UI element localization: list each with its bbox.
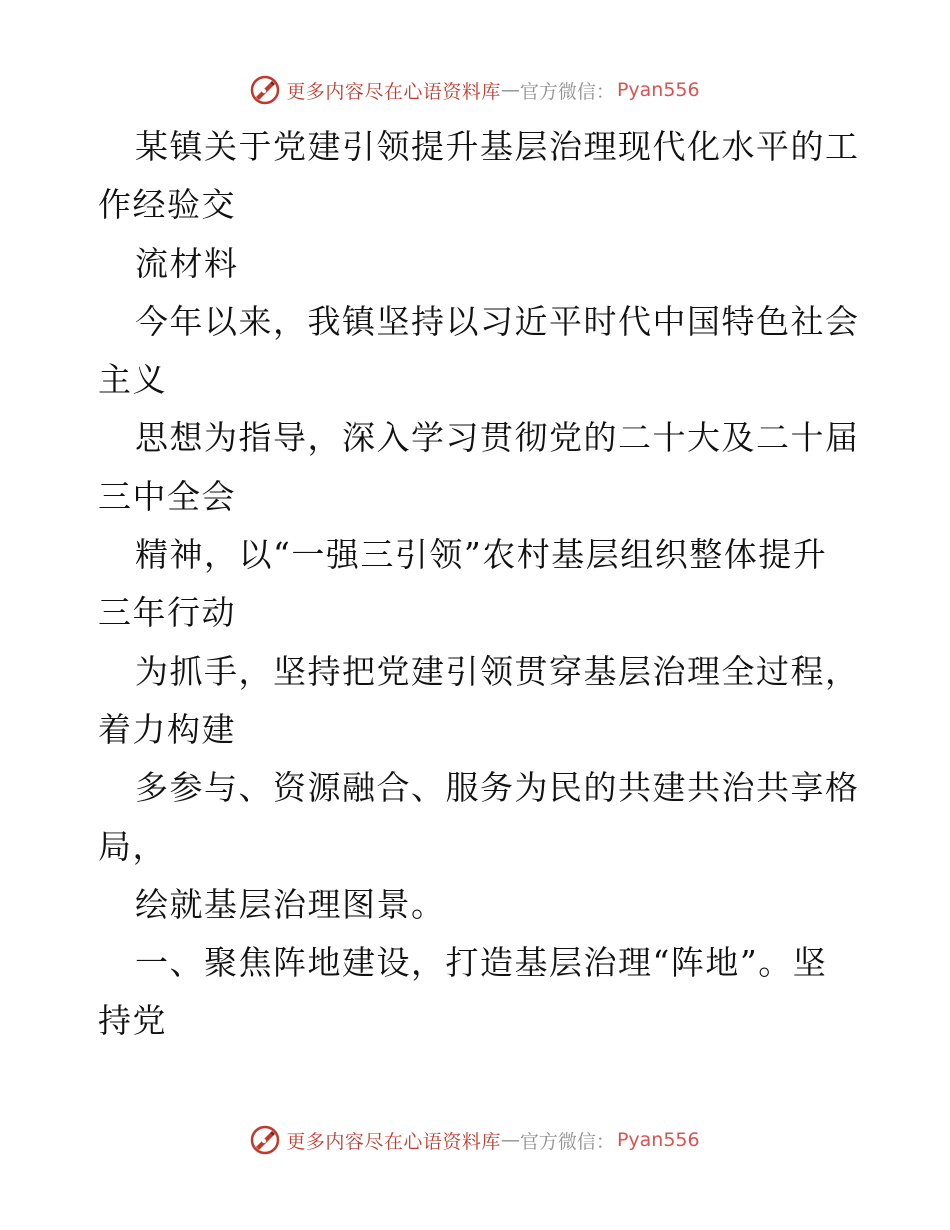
document-body bbox=[98, 118, 858, 1051]
watermark-wechat-id: Pyan556 bbox=[616, 79, 700, 101]
title-line-1: 某镇关于党建引领提升基层治理现代化水平的工 bbox=[135, 127, 860, 166]
watermark-dash: — bbox=[500, 79, 520, 101]
paragraph-line: 三中全会 bbox=[98, 476, 236, 516]
paragraph-line: 为抓手，坚持把党建引领贯穿基层治理全过程， bbox=[135, 651, 860, 691]
watermark-wechat-label: 官方微信： bbox=[519, 80, 615, 103]
paragraph-line: 思想为指导，深入学习贯彻党的二十大及二十届 bbox=[135, 418, 860, 458]
watermark-wechat-id: Pyan556 bbox=[616, 1129, 700, 1151]
footer-watermark bbox=[0, 1122, 950, 1158]
pen-logo-icon bbox=[250, 1125, 280, 1155]
paragraph-line: 今年以来，我镇坚持以习近平时代中国特色社会 bbox=[135, 301, 860, 341]
paragraph-line: 绘就基层治理图景。 bbox=[135, 884, 446, 924]
paragraph-line: 多参与、资源融合、服务为民的共建共治共享格 bbox=[135, 768, 860, 808]
title-line-3: 流材料 bbox=[135, 243, 239, 283]
watermark-dash: — bbox=[500, 1129, 520, 1151]
pen-logo-icon bbox=[250, 75, 280, 105]
paragraph-line: 主义 bbox=[98, 360, 167, 400]
watermark-main-text: 更多内容尽在心语资料库 bbox=[286, 80, 501, 103]
paragraph-line: 精神，以“一强三引领”农村基层组织整体提升 bbox=[135, 535, 828, 575]
watermark-main-text: 更多内容尽在心语资料库 bbox=[286, 1130, 501, 1153]
paragraph-line: 着力构建 bbox=[98, 709, 236, 749]
watermark-wechat-label: 官方微信： bbox=[519, 1130, 615, 1153]
title-line-2: 作经验交 bbox=[98, 185, 236, 225]
paragraph-line: 局， bbox=[98, 826, 167, 866]
paragraph-line: 三年行动 bbox=[98, 593, 236, 633]
section-heading-line: 一、聚焦阵地建设，打造基层治理“阵地”。坚 bbox=[135, 943, 828, 983]
section-heading-line: 持党 bbox=[98, 1001, 167, 1041]
header-watermark bbox=[0, 72, 950, 108]
